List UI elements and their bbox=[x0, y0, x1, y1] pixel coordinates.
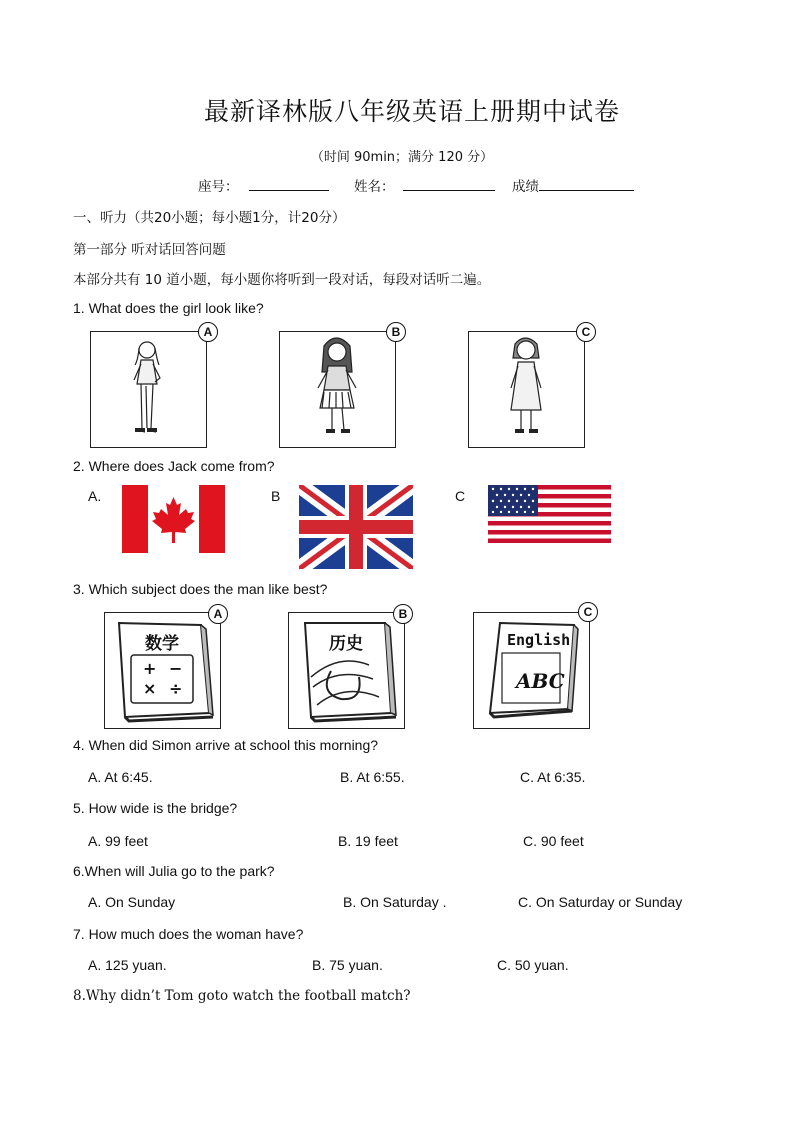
history-book-title: 历史 bbox=[329, 634, 363, 654]
seat-blank[interactable] bbox=[249, 176, 329, 191]
q4-option-a[interactable]: A. At 6:45. bbox=[88, 769, 153, 785]
badge-a: A bbox=[198, 322, 218, 342]
question-5: 5. How wide is the bridge? bbox=[73, 800, 238, 816]
girl-a-illustration bbox=[91, 332, 206, 447]
question-8: 8.Why didn’t Tom goto watch the football match? bbox=[73, 988, 411, 1004]
q2-label-c: C bbox=[455, 488, 466, 504]
q1-picture-b[interactable] bbox=[279, 331, 396, 448]
uk-flag-icon[interactable] bbox=[299, 485, 413, 569]
q7-option-a[interactable]: A. 125 yuan. bbox=[88, 957, 167, 973]
exam-subtitle: （时间 90min；满分 120 分） bbox=[310, 150, 494, 165]
badge-a: A bbox=[208, 604, 228, 624]
canada-flag-icon[interactable] bbox=[122, 485, 225, 553]
part-heading: 第一部分 听对话回答问题 bbox=[73, 242, 226, 258]
name-label: 姓名： bbox=[354, 179, 395, 195]
name-blank[interactable] bbox=[403, 176, 495, 191]
score-blank[interactable] bbox=[539, 176, 634, 191]
question-2: 2. Where does Jack come from? bbox=[73, 458, 275, 474]
score-field bbox=[512, 175, 634, 195]
badge-b: B bbox=[393, 604, 413, 624]
question-3: 3. Which subject does the man like best? bbox=[73, 581, 328, 597]
q4-option-c[interactable]: C. At 6:35. bbox=[520, 769, 586, 785]
q2-label-b: B bbox=[271, 488, 281, 504]
score-label: 成绩 bbox=[512, 179, 539, 195]
q6-option-c[interactable]: C. On Saturday or Sunday bbox=[518, 894, 683, 910]
question-7: 7. How much does the woman have? bbox=[73, 926, 304, 942]
math-book-title: 数学 bbox=[145, 634, 179, 654]
name-field bbox=[354, 175, 495, 195]
girl-c-illustration bbox=[469, 332, 584, 447]
seat-label: 座号： bbox=[198, 179, 239, 195]
q6-option-b[interactable]: B. On Saturday . bbox=[343, 894, 447, 910]
q1-picture-c[interactable] bbox=[468, 331, 585, 448]
q7-option-c[interactable]: C. 50 yuan. bbox=[497, 957, 569, 973]
badge-b: B bbox=[386, 322, 406, 342]
section-heading: 一、听力（共20小题；每小题1分，计20分） bbox=[73, 210, 346, 226]
abc-letters: ABC bbox=[516, 669, 565, 693]
q5-option-a[interactable]: A. 99 feet bbox=[88, 833, 148, 849]
seat-field bbox=[198, 175, 329, 195]
q7-option-b[interactable]: B. 75 yuan. bbox=[312, 957, 383, 973]
instruction-text: 本部分共有 10 道小题，每小题你将听到一段对话，每段对话听二遍。 bbox=[73, 272, 491, 288]
plus-symbol: + bbox=[143, 659, 157, 678]
page-title: 最新译林版八年级英语上册期中试卷 bbox=[203, 97, 620, 126]
q6-option-a[interactable]: A. On Sunday bbox=[88, 894, 176, 910]
question-1: 1. What does the girl look like? bbox=[73, 300, 264, 316]
question-4: 4. When did Simon arrive at school this morning? bbox=[73, 737, 379, 753]
question-6: 6.When will Julia go to the park? bbox=[73, 863, 275, 879]
badge-c: C bbox=[576, 322, 596, 342]
q3-picture-a[interactable] bbox=[104, 612, 221, 729]
minus-symbol: − bbox=[169, 659, 183, 678]
q3-picture-b[interactable] bbox=[288, 612, 405, 729]
divide-symbol: ÷ bbox=[169, 679, 183, 698]
q1-picture-a[interactable] bbox=[90, 331, 207, 448]
times-symbol: × bbox=[143, 679, 157, 698]
q3-picture-c[interactable] bbox=[473, 612, 590, 729]
q5-option-c[interactable]: C. 90 feet bbox=[523, 833, 584, 849]
girl-b-illustration bbox=[280, 332, 395, 447]
usa-flag-icon[interactable] bbox=[488, 485, 611, 543]
badge-c: C bbox=[578, 602, 598, 622]
q4-option-b[interactable]: B. At 6:55. bbox=[340, 769, 405, 785]
q2-label-a: A. bbox=[88, 488, 102, 504]
q5-option-b[interactable]: B. 19 feet bbox=[338, 833, 398, 849]
english-book-title: English bbox=[507, 631, 571, 649]
